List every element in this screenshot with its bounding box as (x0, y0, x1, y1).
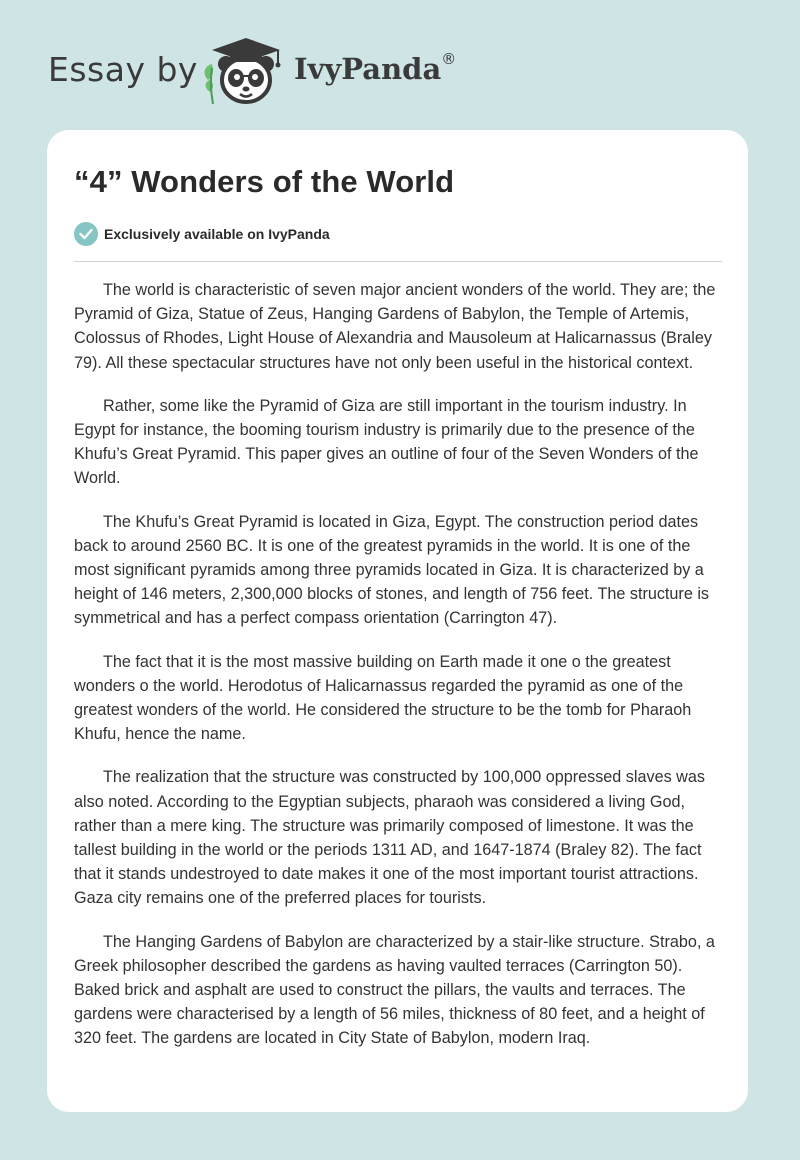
registered-mark: ® (441, 50, 457, 69)
site-header (0, 0, 800, 130)
paragraph: The Hanging Gardens of Babylon are characterized by a stair-like structure. Strabo, a Greek philosopher described the gardens as having vaulted terraces (Carrington 50). Baked brick and asphalt are used to construct the pillars, the vaults and terraces. The gardens were characterised by a length of 56 miles, thickness of 80 feet, and a height of 320 feet. The gardens are located in City State of Babylon, modern Iraq. (74, 932, 715, 1048)
essay-by-label: Essay by (48, 50, 198, 89)
essay-card (47, 130, 748, 1112)
paragraph: The fact that it is the most massive building on Earth made it one o the greatest wonders o the world. Herodotus of Halicarnassus regarded the pyramid as one of the greatest wonders of the world. He considered the structure to be the tomb for Pharaoh Khufu, hence the name. (74, 652, 692, 744)
brand-name[interactable]: IvyPanda® (294, 50, 457, 86)
paragraph: The world is characteristic of seven major ancient wonders of the world. They are; the Pyramid of Giza, Statue of Zeus, Hanging Gardens of Babylon, the Temple of Artemis, Colossus of Rhodes, Light House of Alexandria and Mausoleum at Halicarnassus (Braley 79). All these spectacular structures have not only been useful in the historical context. (74, 281, 716, 372)
panda-graduate-icon[interactable] (200, 34, 292, 108)
badge-label: Exclusively available on IvyPanda (104, 226, 330, 242)
paragraph: The realization that the structure was constructed by 100,000 oppressed slaves was also noted. According to the Egyptian subjects, pharaoh was considered a living God, rather than a mere king. The structure was primarily composed of limestone. It was the tallest building in the world or the periods 1311 AD, and 1647-1874 (Braley 82). The fact that it stands undestroyed to date makes it one of the most important tourist attractions. Gaza city remains one of the preferred places for tourists. (74, 768, 705, 908)
paragraph: Rather, some like the Pyramid of Giza are still important in the tourism industry. In Egypt for instance, the booming tourism industry is primarily due to the presence of the Khufu’s Great Pyramid. This paper gives an outline of four of the Seven Wonders of the World. (74, 396, 699, 488)
divider (74, 261, 722, 262)
check-circle-icon (74, 222, 98, 246)
page-title: “4” Wonders of the World (74, 164, 455, 199)
essay-body (74, 278, 726, 1070)
paragraph: The Khufu’s Great Pyramid is located in Giza, Egypt. The construction period dates back to around 2560 BC. It is one of the greatest pyramids in the world. It is one of the most significant pyramids among three pyramids located in Giza. It is characterized by a height of 146 meters, 2,300,000 blocks of stones, and length of 756 feet. The structure is symmetrical and has a perfect compass orientation (Carrington 47). (74, 512, 710, 628)
exclusive-badge (74, 222, 330, 246)
